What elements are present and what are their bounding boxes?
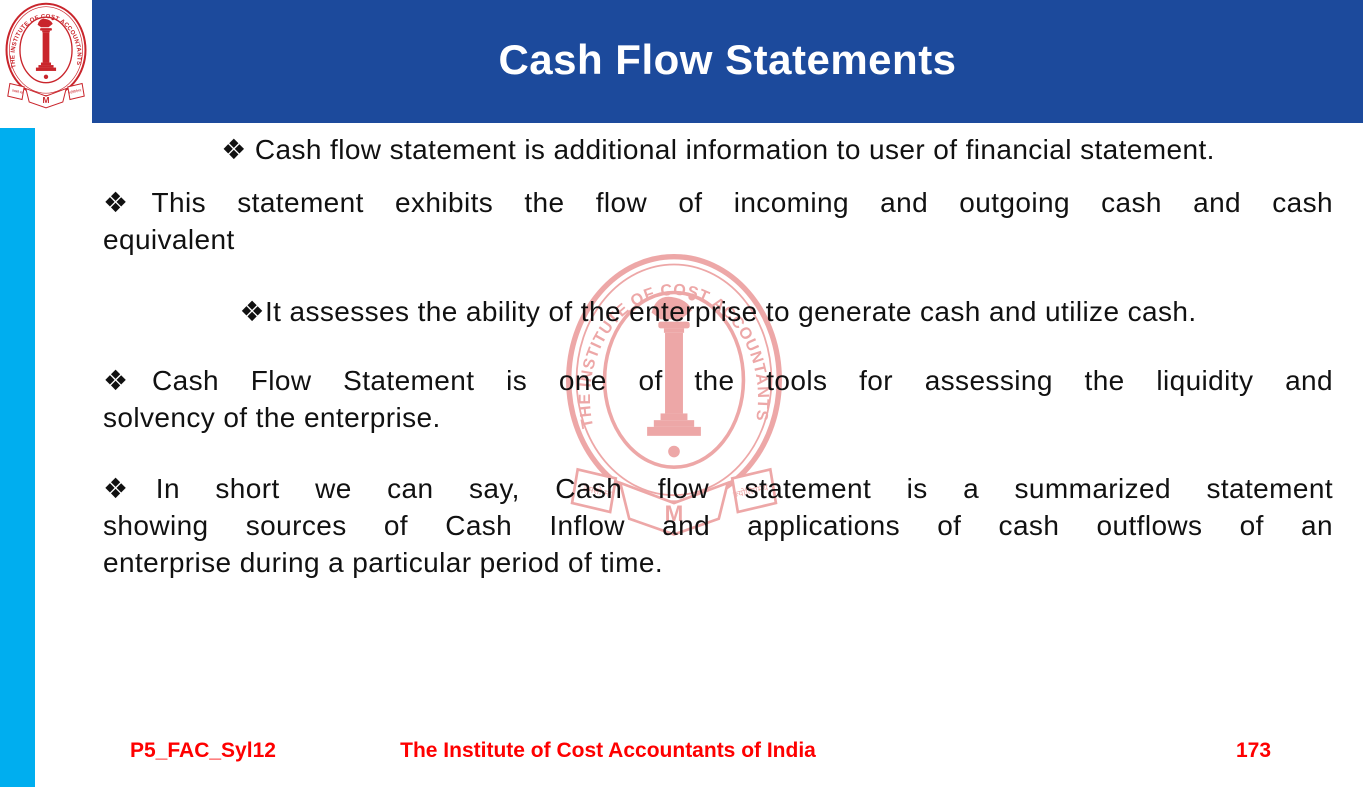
institute-logo [0,0,92,123]
footer-page-number: 173 [1236,739,1272,762]
institute-emblem-icon [4,2,88,113]
bullet-item-2 [103,184,1333,258]
bullet-item-1 [103,131,1333,168]
bullet-item-4 [103,362,1333,436]
bullet-item-3 [103,293,1333,330]
bullet-line: enterprise during a particular period of time. [103,547,664,578]
bullet-line: ❖In short we can say, Cash flow statement is a summarized statement [103,473,1333,504]
bullet-line: equivalent [103,224,235,255]
footer-doc-code: P5_FAC_Syl12 [130,739,276,762]
slide-header [92,0,1363,123]
bullet-item-5 [103,470,1333,581]
bullet-line: showing sources of Cash Inflow and applications of cash outflows of an [103,510,1333,541]
bullet-line: ❖It assesses the ability of the enterprise to generate cash and utilize cash. [239,296,1197,327]
bullet-line: solvency of the enterprise. [103,402,441,433]
footer-institute-name: The Institute of Cost Accountants of India [400,739,816,762]
bullet-line: ❖ Cash flow statement is additional information to user of financial statement. [221,134,1215,165]
bullet-line: ❖This statement exhibits the flow of incoming and outgoing cash and cash [103,187,1333,218]
slide-title: Cash Flow Statements [498,36,957,83]
left-accent-stripe [0,128,35,787]
bullet-line: ❖Cash Flow Statement is one of the tools for assessing the liquidity and [103,365,1333,396]
